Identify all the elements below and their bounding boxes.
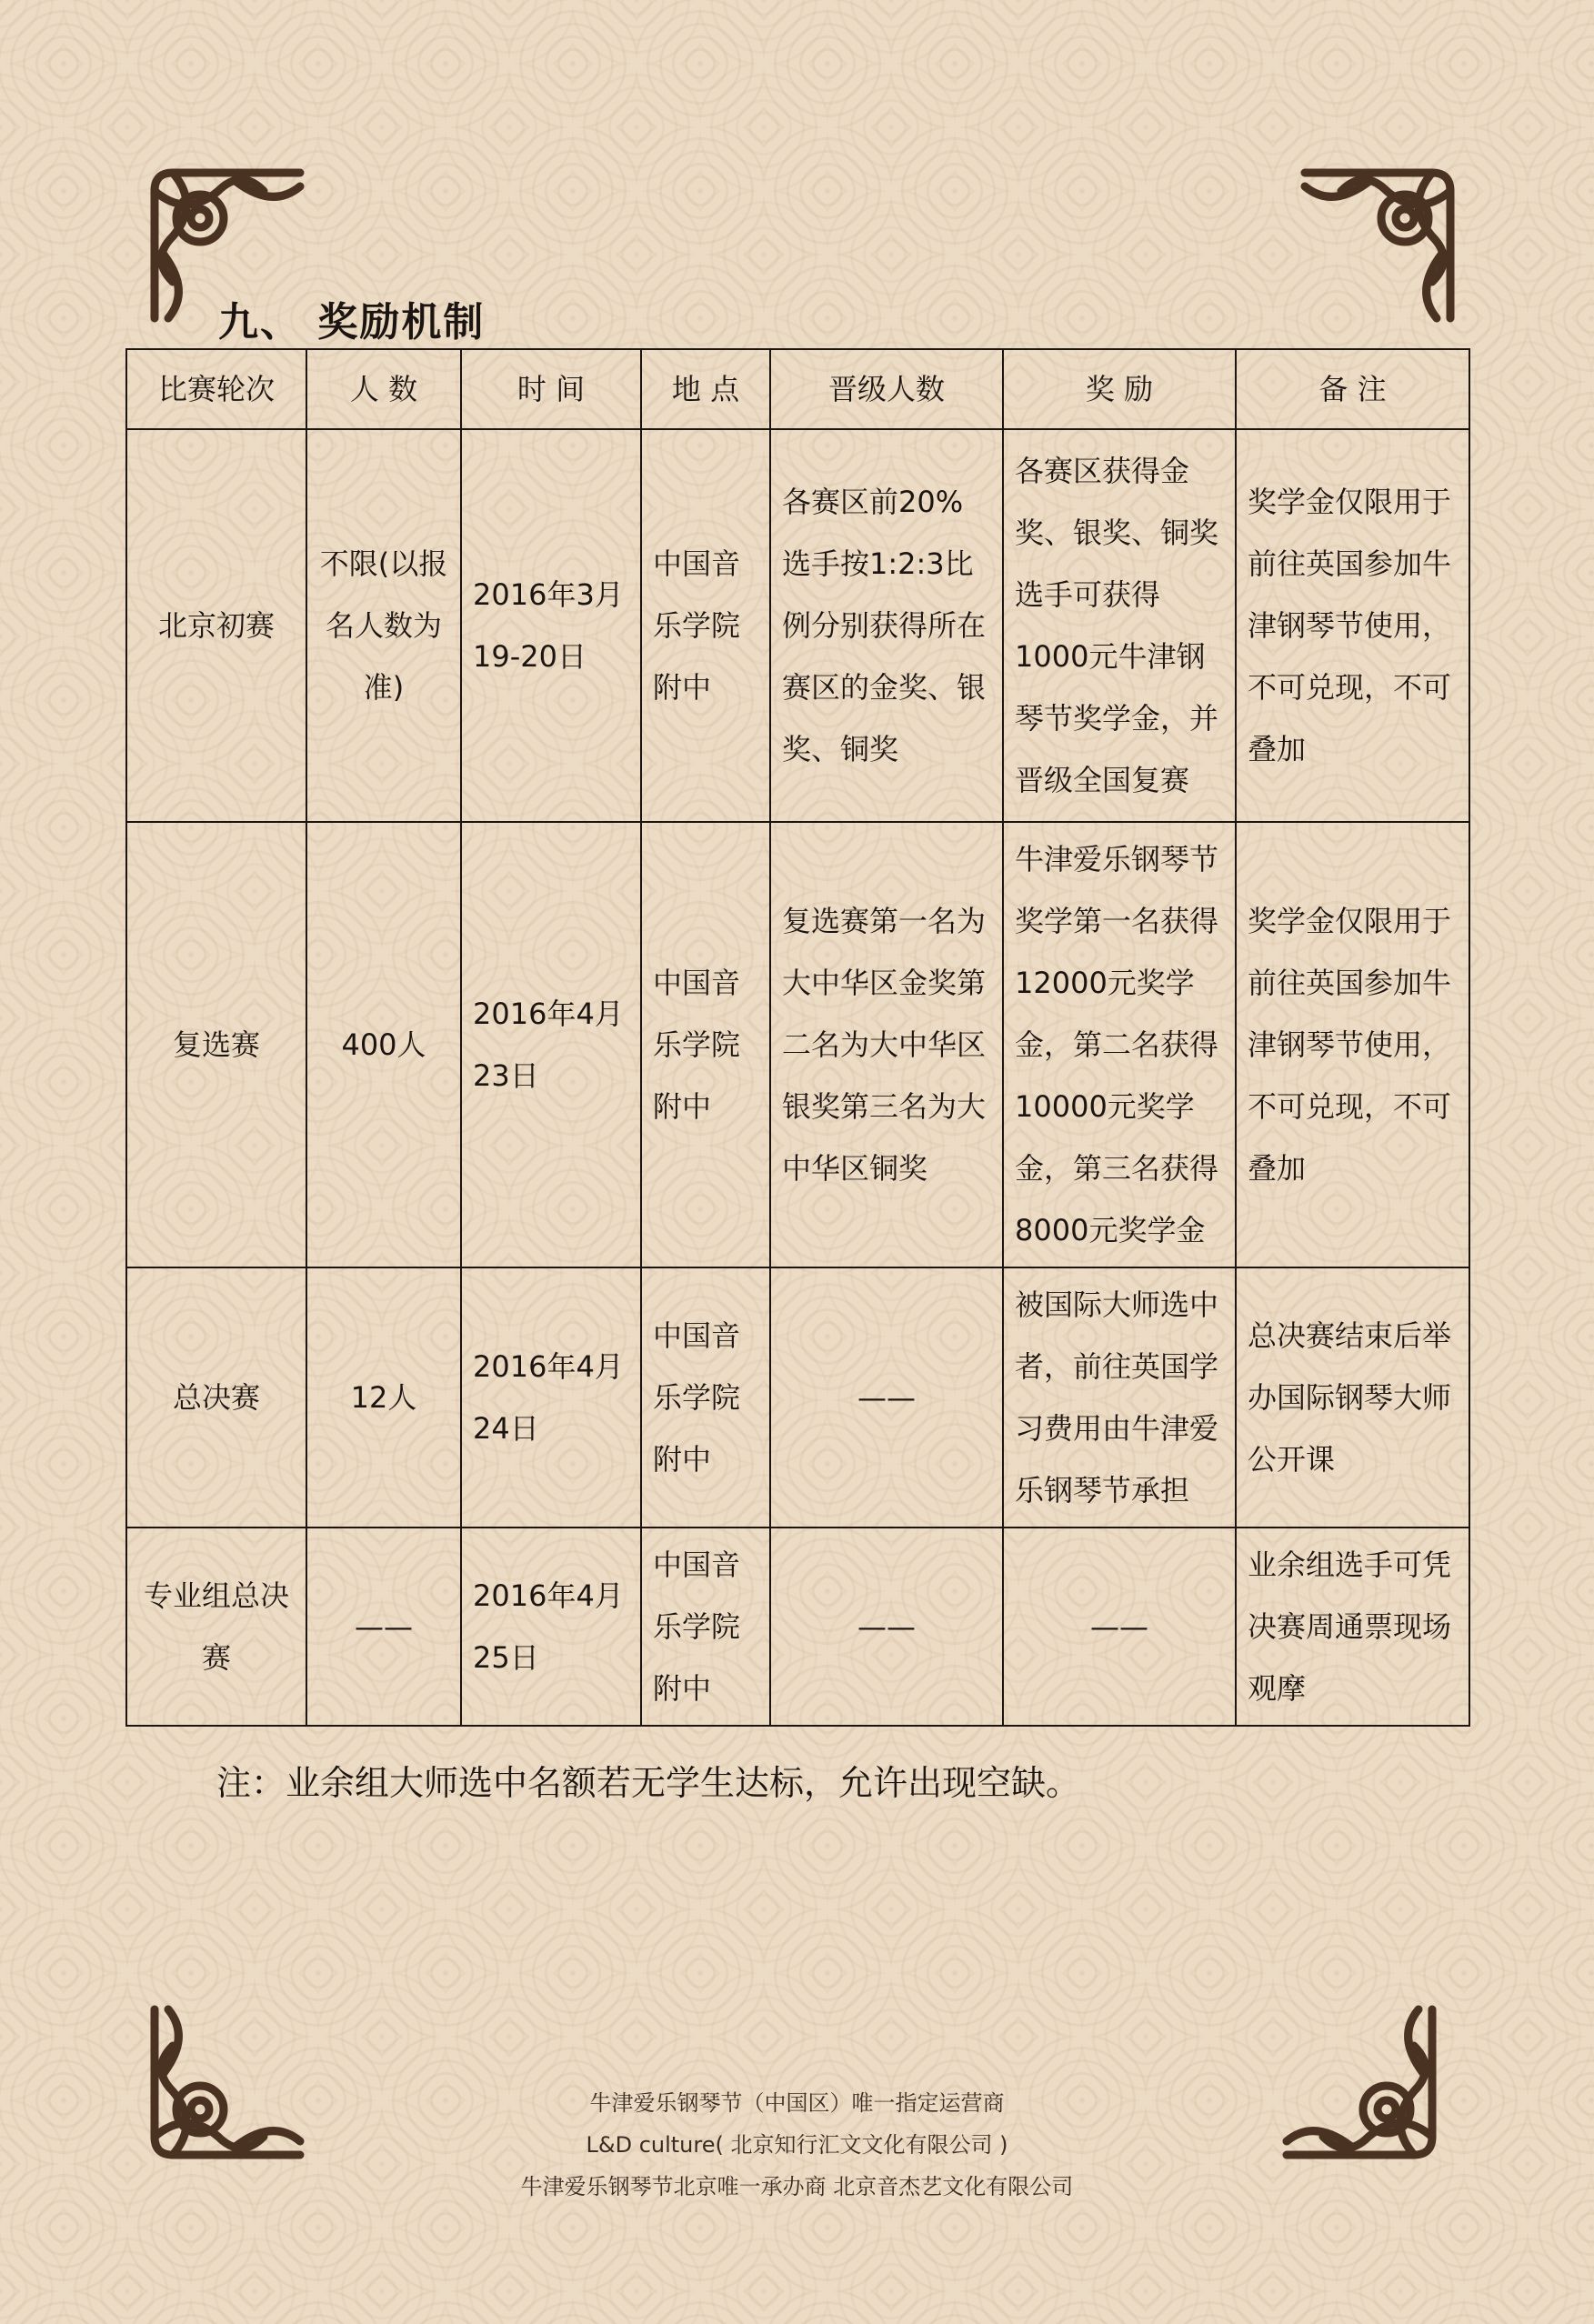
header-time: 时 间	[461, 349, 641, 429]
footer	[0, 2082, 1594, 2208]
cell-round: 专业组总决赛	[126, 1528, 306, 1726]
cell-place: 中国音乐学院附中	[641, 429, 770, 822]
cell-note: 总决赛结束后举办国际钢琴大师公开课	[1236, 1267, 1469, 1528]
header-advance: 晋级人数	[770, 349, 1003, 429]
cell-people: 不限(以报名人数为准)	[306, 429, 461, 822]
cell-time: 2016年4月25日	[461, 1528, 641, 1726]
footnote: 注：业余组大师选中名额若无学生达标，允许出现空缺。	[216, 1763, 1081, 1803]
header-note: 备 注	[1236, 349, 1469, 429]
cell-place: 中国音乐学院附中	[641, 822, 770, 1267]
cell-reward: 被国际大师选中者，前往英国学习费用由牛津爱乐钢琴节承担	[1003, 1267, 1236, 1528]
table-row	[126, 1267, 1469, 1528]
cell-reward: 牛津爱乐钢琴节奖学第一名获得12000元奖学金，第二名获得10000元奖学金，第三名获得8000元奖学金	[1003, 822, 1236, 1267]
cell-place: 中国音乐学院附中	[641, 1528, 770, 1726]
section-title: 九、 奖励机制	[218, 299, 486, 346]
cell-advance: ——	[770, 1528, 1003, 1726]
cell-time: 2016年4月23日	[461, 822, 641, 1267]
footer-line-company: L&D culture( 北京知行汇文文化有限公司 )	[586, 2132, 1008, 2158]
cell-reward: ——	[1003, 1528, 1236, 1726]
cell-note: 业余组选手可凭决赛周通票现场观摩	[1236, 1528, 1469, 1726]
cell-advance: 各赛区前20%选手按1:2:3比例分别获得所在赛区的金奖、银奖、铜奖	[770, 429, 1003, 822]
award-table	[125, 348, 1470, 1727]
cell-people: 400人	[306, 822, 461, 1267]
header-people: 人 数	[306, 349, 461, 429]
cell-note: 奖学金仅限用于前往英国参加牛津钢琴节使用，不可兑现，不可叠加	[1236, 429, 1469, 822]
footer-line-organizer: 牛津爱乐钢琴节北京唯一承办商 北京音杰艺文化有限公司	[520, 2174, 1074, 2199]
table-header-row	[126, 349, 1469, 429]
header-round: 比赛轮次	[126, 349, 306, 429]
cell-reward: 各赛区获得金奖、银奖、铜奖选手可获得1000元牛津钢琴节奖学金，并晋级全国复赛	[1003, 429, 1236, 822]
cell-advance: ——	[770, 1267, 1003, 1528]
cell-people: ——	[306, 1528, 461, 1726]
table-row	[126, 1528, 1469, 1726]
header-place: 地 点	[641, 349, 770, 429]
cell-round: 总决赛	[126, 1267, 306, 1528]
cell-round: 北京初赛	[126, 429, 306, 822]
cell-round: 复选赛	[126, 822, 306, 1267]
cell-people: 12人	[306, 1267, 461, 1528]
cell-place: 中国音乐学院附中	[641, 1267, 770, 1528]
table-row	[126, 429, 1469, 822]
cell-note: 奖学金仅限用于前往英国参加牛津钢琴节使用，不可兑现，不可叠加	[1236, 822, 1469, 1267]
cell-advance: 复选赛第一名为大中华区金奖第二名为大中华区银奖第三名为大中华区铜奖	[770, 822, 1003, 1267]
cell-time: 2016年3月19-20日	[461, 429, 641, 822]
corner-ornament-top-right	[1287, 155, 1469, 336]
header-reward: 奖 励	[1003, 349, 1236, 429]
cell-time: 2016年4月24日	[461, 1267, 641, 1528]
table-row	[126, 822, 1469, 1267]
footer-line-operator: 牛津爱乐钢琴节（中国区）唯一指定运营商	[589, 2090, 1005, 2116]
